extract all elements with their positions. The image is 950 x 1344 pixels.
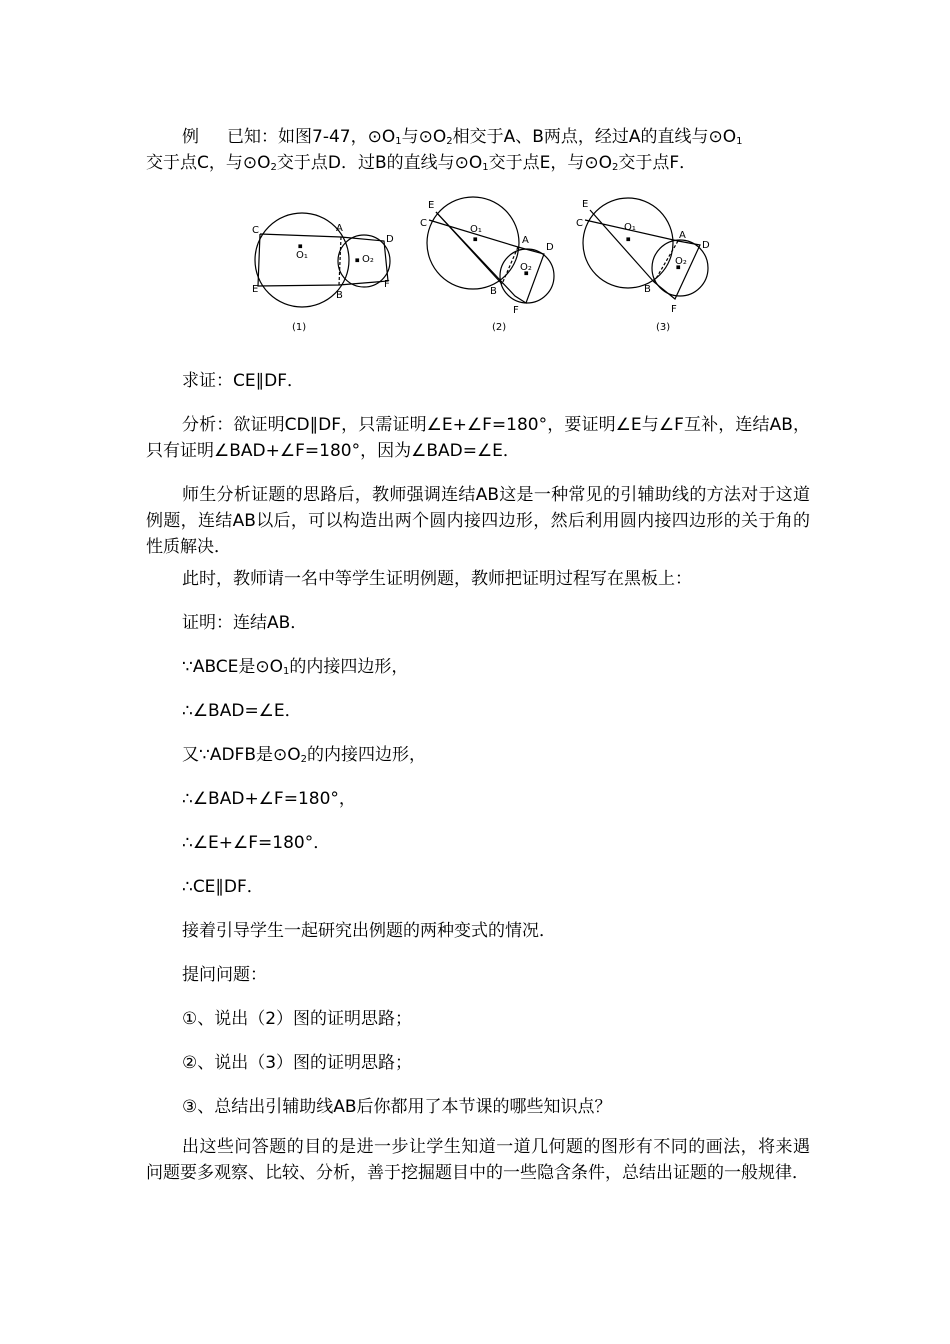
question-2: ②、说出（3）图的证明思路； <box>182 1053 413 1073</box>
figure-3 <box>576 198 710 333</box>
label-o1: O₁ <box>470 224 482 235</box>
label-f: F <box>513 305 519 316</box>
proof-line-5: ∴∠BAD+∠F=180°， <box>182 789 356 809</box>
circle-o2 <box>500 249 554 303</box>
subscript: 2 <box>446 136 453 147</box>
example-line-1 <box>146 124 810 150</box>
subscript: 1 <box>736 136 743 147</box>
example-text: 相交于A、B两点，经过A的直线与⊙O <box>452 127 737 147</box>
example-text: 交于点F． <box>618 153 697 173</box>
label-b: B <box>644 284 651 295</box>
question-3: ③、总结出引辅助线AB后你都用了本节课的哪些知识点？ <box>182 1097 612 1117</box>
line-eb <box>436 212 502 284</box>
proof-text: 的内接四边形， <box>306 745 426 765</box>
proof-line-1: 证明：连结AB． <box>182 613 308 633</box>
label-o2: O₂ <box>675 256 687 267</box>
discussion-paragraph: 师生分析证题的思路后，教师强调连结AB这是一种常见的引辅助线的方法对于这道例题，连结AB以后，可以构造出两个圆内接四边形，然后利用圆内接四边形的关于角的性质解决． <box>146 485 810 557</box>
geometry-figure <box>230 188 740 343</box>
proof-text: 又∵ADFB是⊙O <box>182 745 301 765</box>
proof-line-6: ∴∠E+∠F=180°． <box>182 833 331 853</box>
label-c: C <box>576 218 583 229</box>
example-intro: 已知：如图7-47，⊙O <box>227 127 396 147</box>
label-d: D <box>702 240 710 251</box>
example-text: 交于点C，与⊙O <box>146 153 271 173</box>
caption-3: (3) <box>656 322 671 333</box>
label-o1: O₁ <box>624 222 636 233</box>
label-a: A <box>522 235 529 246</box>
proof-line-4 <box>182 742 426 768</box>
label-d: D <box>546 242 554 253</box>
line-ab <box>339 237 341 285</box>
subscript: 2 <box>270 162 277 173</box>
label-a: A <box>679 230 686 241</box>
label-f: F <box>384 279 390 290</box>
label-e: E <box>582 199 589 210</box>
caption-2: (2) <box>492 322 507 333</box>
label-f: F <box>671 304 677 315</box>
circle-o1 <box>583 198 673 288</box>
proof-line-3: ∴∠BAD=∠E． <box>182 701 302 721</box>
example-text: 交于点E，与⊙O <box>488 153 613 173</box>
subscript: 2 <box>612 162 619 173</box>
subscript: 1 <box>395 136 402 147</box>
proof-line-2 <box>182 654 408 680</box>
example-text: 交于点D．过B的直线与⊙O <box>276 153 483 173</box>
caption-1: (1) <box>292 322 307 333</box>
teacher-paragraph: 此时，教师请一名中等学生证明例题，教师把证明过程写在黑板上： <box>182 569 692 589</box>
subscript: 2 <box>300 754 307 765</box>
center-o1 <box>299 245 302 248</box>
center-o1 <box>474 238 477 241</box>
line-ab <box>502 247 518 284</box>
geometry-figure-svg <box>230 188 740 343</box>
analysis-paragraph: 分析：欲证明CD∥DF，只需证明∠E+∠F=180°，要证明∠E与∠F互补，连结AB，只有证明∠BAD+∠F=180°，因为∠BAD=∠E． <box>146 415 810 461</box>
questions-heading: 提问问题： <box>182 965 267 985</box>
label-a: A <box>336 223 343 234</box>
proof-text: 的内接四边形， <box>289 657 409 677</box>
prove-statement: 求证：CE∥DF． <box>182 371 304 391</box>
subscript: 1 <box>283 666 290 677</box>
label-o2: O₂ <box>520 262 532 273</box>
proof-line-7: ∴CE∥DF． <box>182 877 264 897</box>
label-e: E <box>428 200 435 211</box>
center-o1 <box>627 238 630 241</box>
label-d: D <box>386 234 394 245</box>
center-o2 <box>356 259 359 262</box>
label-b: B <box>490 286 497 297</box>
figure-1 <box>252 213 394 333</box>
example-label: 例 <box>182 127 199 147</box>
example-line-2 <box>146 150 810 176</box>
subscript: 1 <box>482 162 489 173</box>
example-text: 与⊙O <box>401 127 447 147</box>
quadrilateral-lines <box>429 212 544 303</box>
label-e: E <box>252 284 259 295</box>
label-c: C <box>420 218 427 229</box>
proof-text: ∵ABCE是⊙O <box>182 657 284 677</box>
label-b: B <box>336 290 343 301</box>
label-o1: O₁ <box>296 250 308 261</box>
label-o2: O₂ <box>362 254 374 265</box>
next-paragraph: 接着引导学生一起研究出例题的两种变式的情况． <box>182 921 556 941</box>
conclusion-paragraph: 出这些问答题的目的是进一步让学生知道一道几何题的图形有不同的画法，将来遇问题要多观察、比较、分析，善于挖掘题目中的一些隐含条件，总结出证题的一般规律． <box>146 1137 810 1183</box>
question-1: ①、说出（2）图的证明思路； <box>182 1009 413 1029</box>
figure-2 <box>420 197 554 333</box>
label-c: C <box>252 225 259 236</box>
